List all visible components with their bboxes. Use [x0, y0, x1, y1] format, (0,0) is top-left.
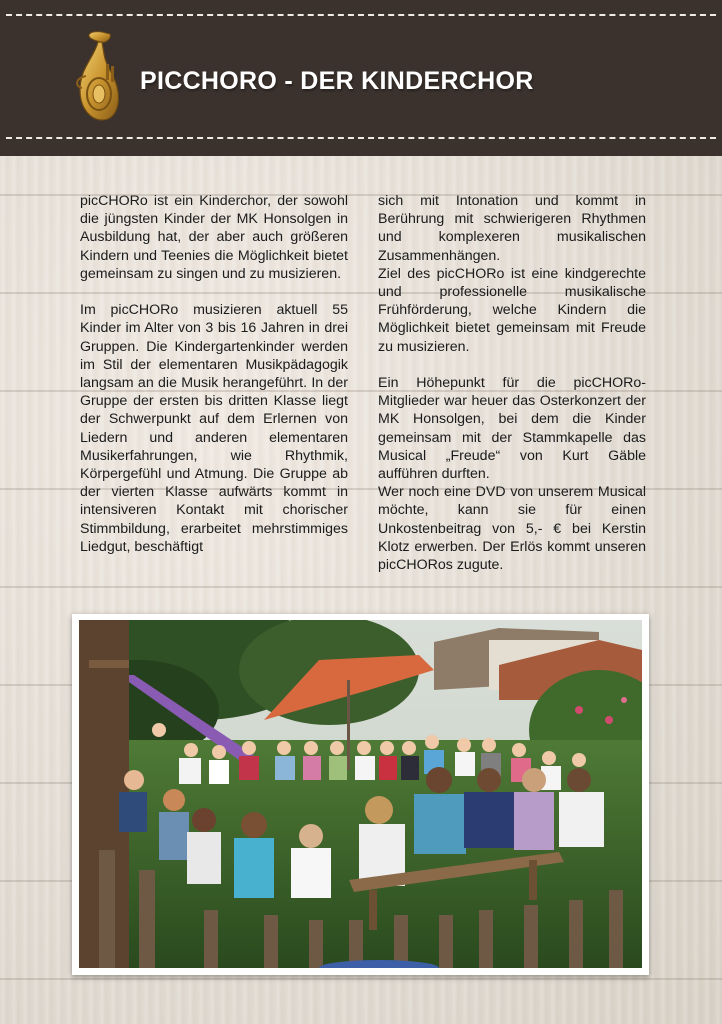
dashed-line-top	[6, 14, 716, 16]
paragraph: Im picCHORo musizieren aktuell 55 Kinder im Alter von 3 bis 16 Jahren in drei Gruppen. Die Kindergartenkinder werden im Stil der elementaren Musikpädagogik langsam an die Musik herangeführt. In der Gruppe der ersten bis dritten Klasse liegt der Schwerpunkt auf dem Erlernen von Liedern und anderen elementaren Musikerfahrungen, wie Rhythmik, Körpergefühl und Atmung. Die Gruppe ab der vierten Klasse aufwärts kommt in intensiveren Kontakt mit chorischer Stimmbildung, erarbeitet mehrstimmiges Liedgut, beschäftigt	[80, 302, 348, 555]
paragraph: sich mit Intonation und kommt in Berührung mit schwierigeren Rhythmen und komplexeren musikalischen Zusammenhängen.	[378, 193, 646, 264]
paragraph: Wer noch eine DVD von unserem Musical möchte, kann sie für einen Unkostenbeitrag von 5,- € bei Kerstin Klotz erwerben. Der Erlös kommt unseren picCHORos zugute.	[378, 484, 646, 574]
paragraph: picCHORo ist ein Kinderchor, der sowohl die jüngsten Kinder der MK Honsolgen in Ausbildung hat, der aber auch größeren Kindern und Teenies die Möglichkeit bietet gemeinsam zu singen und zu musizieren.	[80, 193, 348, 282]
paragraph: Ziel des picCHORo ist eine kindgerechte und professionelle musikalische Frühförderung, welche Kindern die Möglichkeit bietet gemeinsam mit Freude zu musizieren.	[378, 265, 646, 355]
choir-photo-image	[79, 620, 642, 968]
page-title: PICCHORO - DER KINDERCHOR	[140, 67, 534, 95]
article-column-left	[80, 192, 348, 556]
dashed-line-bottom	[6, 137, 716, 139]
tuba-icon	[72, 28, 128, 124]
paragraph: Ein Höhepunkt für die picCHORo-Mitglieder war heuer das Osterkonzert der MK Honsolgen, bei dem die Kinder gemeinsam mit der Stammkapelle das Musical „Freude“ von Kurt Gäble aufführen durften.	[378, 375, 646, 483]
header-band	[0, 0, 722, 156]
article-column-right	[378, 192, 646, 574]
choir-photo	[72, 614, 649, 975]
